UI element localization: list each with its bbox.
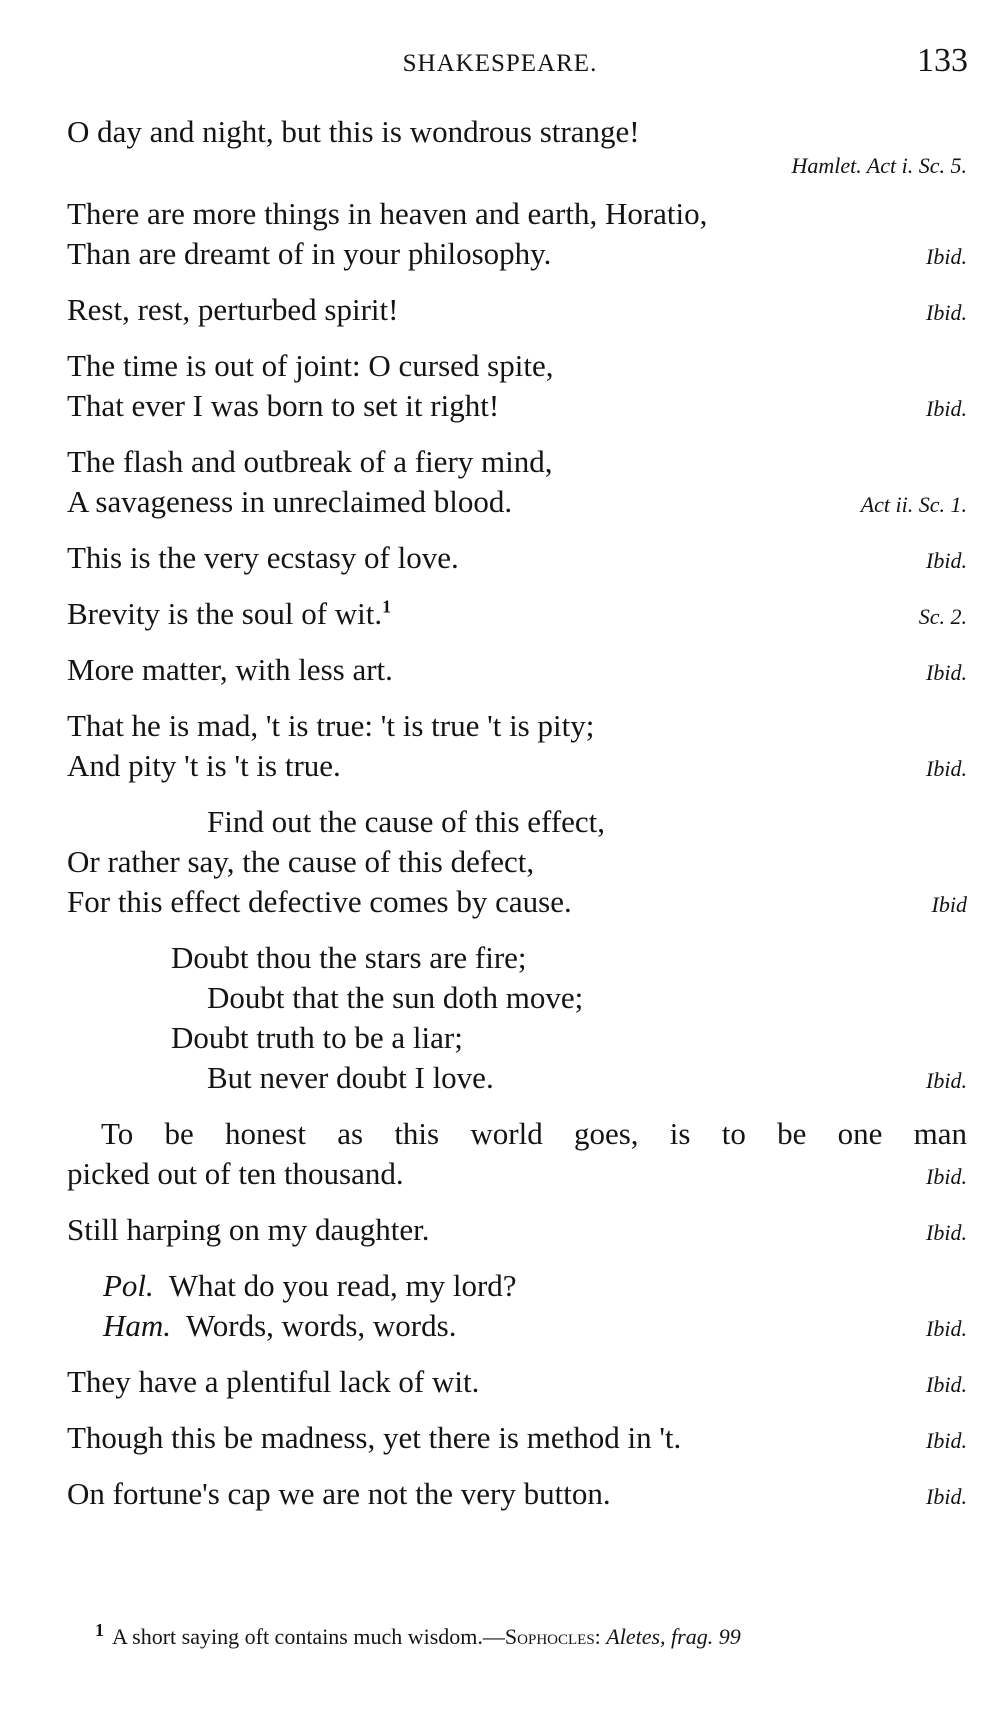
- quote-line: Or rather say, the cause of this defect,: [67, 844, 535, 879]
- page-number: 133: [917, 42, 968, 79]
- quote-citation: Ibid.: [926, 396, 967, 421]
- quote-line: That ever I was born to set it right!: [67, 388, 500, 423]
- quote-line: Still harping on my daughter.: [67, 1212, 430, 1247]
- footnote-colon: :: [594, 1624, 601, 1649]
- quote-citation: Act ii. Sc. 1.: [860, 492, 967, 517]
- quote-entry: [67, 706, 967, 786]
- speaker-name: Pol.: [103, 1268, 154, 1303]
- quote-citation: Ibid.: [926, 1484, 967, 1509]
- dialogue-text: What do you read, my lord?: [168, 1268, 517, 1303]
- quote-entry: [67, 112, 967, 180]
- quote-line: There are more things in heaven and earth, Horatio,: [67, 196, 708, 231]
- quote-entry: [67, 1362, 967, 1402]
- quote-entry: [67, 1210, 967, 1250]
- quote-line: Than are dreamt of in your philosophy.: [67, 236, 552, 271]
- quote-entry: [67, 538, 967, 578]
- quote-entry: [67, 594, 967, 634]
- quote-line: The time is out of joint: O cursed spite,: [67, 348, 554, 383]
- quote-line: [67, 594, 967, 634]
- quote-entry: [67, 650, 967, 690]
- running-title: SHAKESPEARE.: [402, 50, 598, 77]
- quote-entry: [67, 290, 967, 330]
- quote-citation: Ibid.: [926, 548, 967, 573]
- quote-citation: Hamlet. Act i. Sc. 5.: [791, 153, 967, 178]
- quote-citation: Ibid.: [926, 756, 967, 781]
- quote-citation: Sc. 2.: [918, 604, 967, 629]
- quote-citation: Ibid.: [926, 244, 967, 269]
- quote-line: O day and night, but this is wondrous strange!: [67, 114, 640, 149]
- quote-entry: [67, 938, 967, 1098]
- dialogue-line: [67, 1306, 967, 1346]
- dialogue-line: [67, 1266, 967, 1306]
- quote-citation: Ibid.: [926, 1316, 967, 1341]
- quote-line: They have a plentiful lack of wit.: [67, 1364, 480, 1399]
- quote-line: But never doubt I love.: [207, 1060, 494, 1095]
- quote-line: A savageness in unreclaimed blood.: [67, 484, 513, 519]
- footnote-work: Aletes, frag. 99: [606, 1624, 741, 1649]
- quote-entry: [67, 1418, 967, 1458]
- quote-line: More matter, with less art.: [67, 652, 393, 687]
- quote-entry: [67, 802, 967, 922]
- quote-line: On fortune's cap we are not the very button.: [67, 1476, 611, 1511]
- quote-citation: Ibid.: [926, 660, 967, 685]
- page-header: [0, 40, 1000, 90]
- quote-line: And pity 't is 't is true.: [67, 748, 341, 783]
- quote-citation: Ibid: [931, 892, 967, 917]
- dialogue-text: Words, words, words.: [185, 1308, 457, 1343]
- quote-line: Doubt thou the stars are fire;: [171, 940, 527, 975]
- quote-line: picked out of ten thousand.: [67, 1156, 404, 1191]
- quote-entry: [67, 194, 967, 274]
- quote-citation: Ibid.: [926, 1220, 967, 1245]
- dialogue-entry: [67, 1266, 967, 1346]
- footnote-text: A short saying oft contains much wisdom.—: [112, 1624, 505, 1649]
- quote-citation: Ibid.: [926, 1428, 967, 1453]
- quote-entry: [67, 1474, 967, 1514]
- quote-entry: [67, 346, 967, 426]
- footnote-reference[interactable]: 1: [382, 596, 392, 617]
- footnote-author: Sophocles: [504, 1624, 595, 1649]
- quote-citation: Ibid.: [926, 1372, 967, 1397]
- quote-citation: Ibid.: [926, 1068, 967, 1093]
- quote-line: Doubt that the sun doth move;: [207, 980, 584, 1015]
- footnote: [95, 1619, 975, 1650]
- footnote-number: 1: [95, 1619, 104, 1640]
- quote-line: For this effect defective comes by cause.: [67, 884, 572, 919]
- quote-line: Though this be madness, yet there is method in 't.: [67, 1420, 682, 1455]
- quote-text: Brevity is the soul of wit.: [67, 596, 383, 631]
- quote-line: That he is mad, 't is true: 't is true 't is pity;: [67, 708, 595, 743]
- quote-line: Rest, rest, perturbed spirit!: [67, 292, 399, 327]
- quote-line: This is the very ecstasy of love.: [67, 540, 459, 575]
- quote-line: Find out the cause of this effect,: [207, 804, 606, 839]
- quote-line: To be honest as this world goes, is to be one man: [101, 1116, 967, 1151]
- quote-entry: [67, 442, 967, 522]
- quote-line: Doubt truth to be a liar;: [171, 1020, 463, 1055]
- quotation-list: [67, 112, 967, 1530]
- speaker-name: Ham.: [103, 1308, 172, 1343]
- quote-citation: Ibid.: [926, 1164, 967, 1189]
- quote-line: The flash and outbreak of a fiery mind,: [67, 444, 553, 479]
- quote-citation: Ibid.: [926, 300, 967, 325]
- quote-entry: [67, 1114, 967, 1194]
